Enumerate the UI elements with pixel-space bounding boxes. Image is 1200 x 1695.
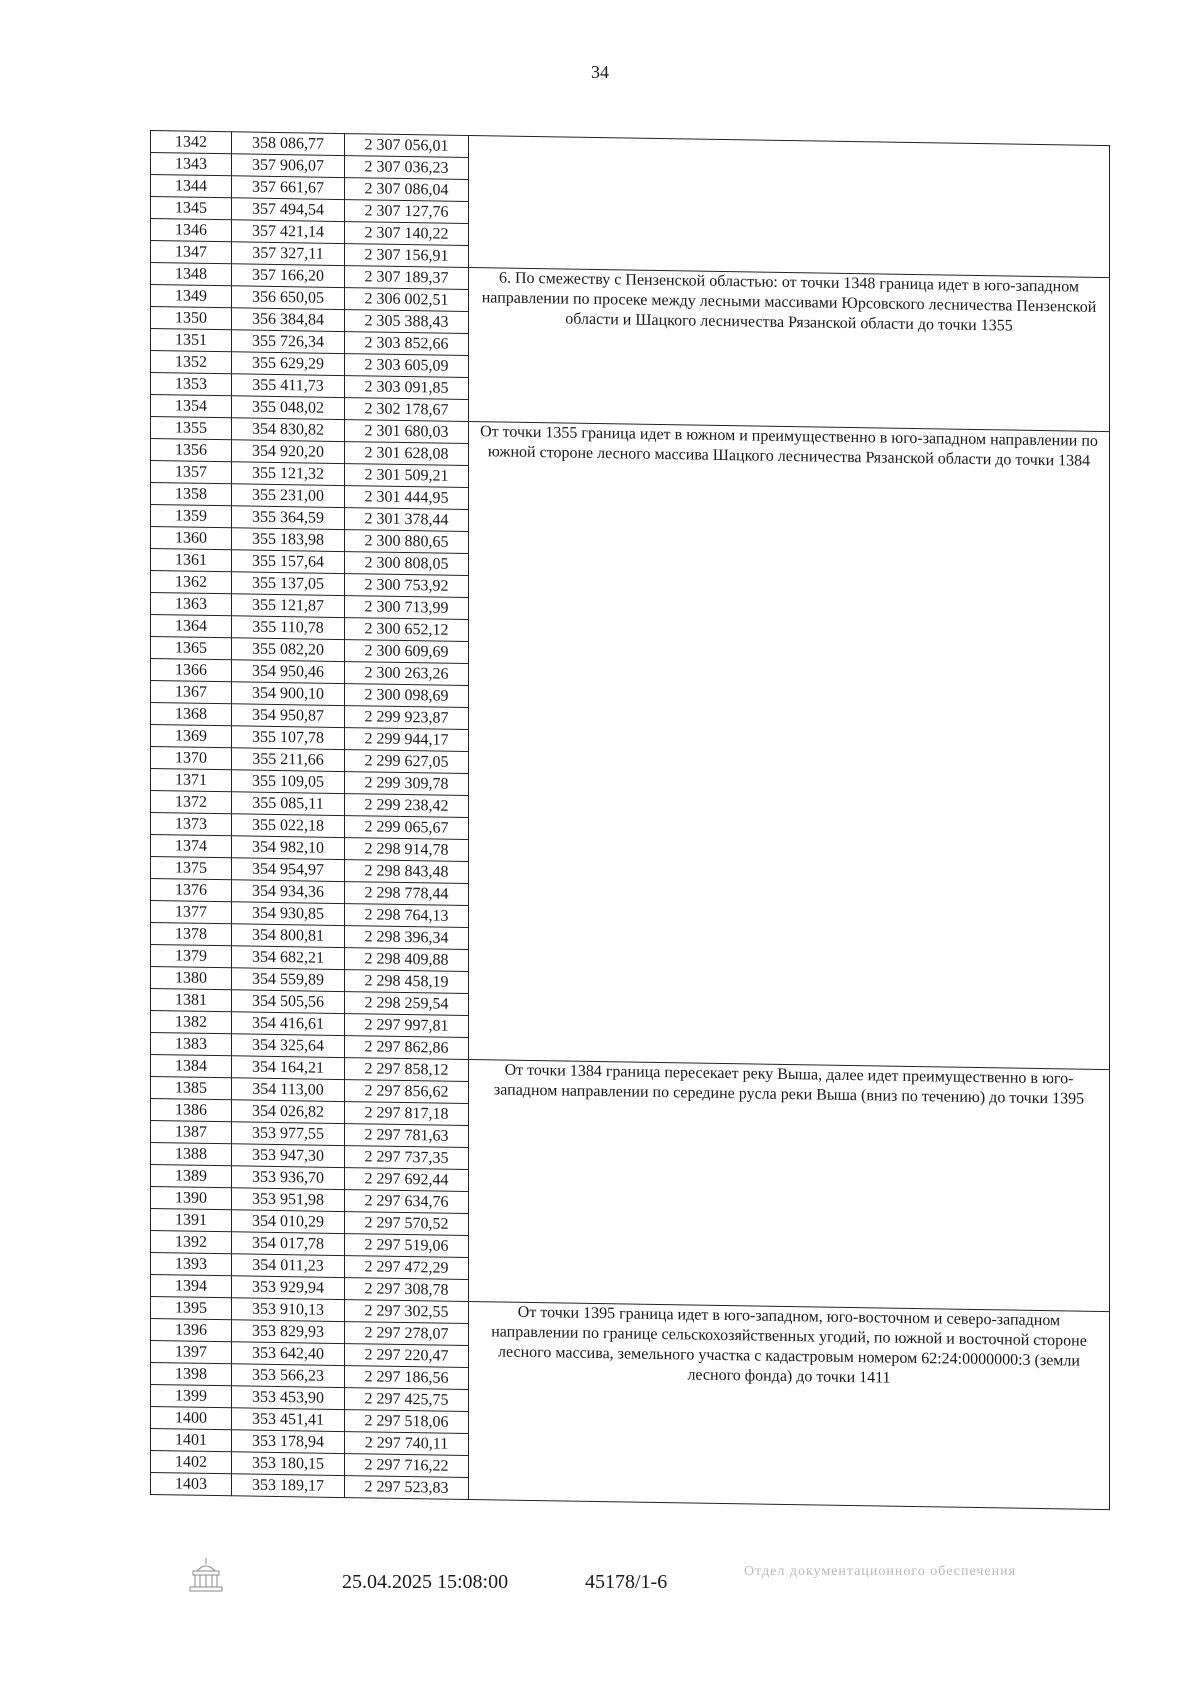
y-coordinate-cell: 2 299 627,05: [345, 750, 469, 774]
x-coordinate-cell: 353 178,94: [232, 1430, 345, 1454]
point-number-cell: 1382: [151, 1011, 232, 1034]
x-coordinate-cell: 354 900,10: [232, 682, 345, 706]
y-coordinate-cell: 2 297 862,86: [345, 1036, 469, 1060]
point-number-cell: 1365: [151, 637, 232, 660]
x-coordinate-cell: 354 950,46: [232, 660, 345, 684]
y-coordinate-cell: 2 301 628,08: [345, 442, 469, 466]
x-coordinate-cell: 355 726,34: [232, 330, 345, 354]
y-coordinate-cell: 2 300 263,26: [345, 662, 469, 686]
footer-watermark: Отдел документационного обеспечения: [743, 1564, 1017, 1579]
point-number-cell: 1362: [151, 571, 232, 594]
point-number-cell: 1398: [151, 1363, 232, 1386]
x-coordinate-cell: 353 642,40: [232, 1342, 345, 1366]
x-coordinate-cell: 354 682,21: [232, 946, 345, 970]
x-coordinate-cell: 354 325,64: [232, 1034, 345, 1058]
y-coordinate-cell: 2 297 302,55: [345, 1300, 469, 1324]
y-coordinate-cell: 2 306 002,51: [345, 288, 469, 312]
point-number-cell: 1396: [151, 1319, 232, 1342]
point-number-cell: 1369: [151, 725, 232, 748]
x-coordinate-cell: 355 137,05: [232, 572, 345, 596]
y-coordinate-cell: 2 298 409,88: [345, 948, 469, 972]
x-coordinate-cell: 353 453,90: [232, 1386, 345, 1410]
y-coordinate-cell: 2 297 997,81: [345, 1014, 469, 1038]
y-coordinate-cell: 2 307 086,04: [345, 178, 469, 202]
y-coordinate-cell: 2 297 692,44: [345, 1168, 469, 1192]
page-number: 34: [591, 62, 609, 82]
x-coordinate-cell: 355 107,78: [232, 726, 345, 750]
x-coordinate-cell: 354 416,61: [232, 1012, 345, 1036]
point-number-cell: 1393: [151, 1253, 232, 1276]
x-coordinate-cell: 353 180,15: [232, 1452, 345, 1476]
point-number-cell: 1391: [151, 1209, 232, 1232]
point-number-cell: 1384: [151, 1055, 232, 1078]
y-coordinate-cell: 2 297 186,56: [345, 1366, 469, 1390]
y-coordinate-cell: 2 305 388,43: [345, 310, 469, 334]
x-coordinate-cell: 353 910,13: [232, 1298, 345, 1322]
boundary-description-cell: От точки 1384 граница пересекает реку Выша, далее идет преимущественно в юго-западном направлении по середине русла реки Выша (вниз по течению) до точки 1395: [469, 1060, 1110, 1312]
point-number-cell: 1350: [151, 307, 232, 330]
x-coordinate-cell: 354 930,85: [232, 902, 345, 926]
x-coordinate-cell: 354 026,82: [232, 1100, 345, 1124]
x-coordinate-cell: 356 650,05: [232, 286, 345, 310]
point-number-cell: 1403: [151, 1473, 232, 1496]
y-coordinate-cell: 2 307 056,01: [345, 134, 469, 158]
point-number-cell: 1383: [151, 1033, 232, 1056]
point-number-cell: 1373: [151, 813, 232, 836]
y-coordinate-cell: 2 300 753,92: [345, 574, 469, 598]
x-coordinate-cell: 355 211,66: [232, 748, 345, 772]
x-coordinate-cell: 354 934,36: [232, 880, 345, 904]
x-coordinate-cell: 357 421,14: [232, 220, 345, 244]
boundary-description-cell: От точки 1355 граница идет в южном и преимущественно в юго-западном направлении по южной стороне лесного массива Шацкого лесничества Рязанской области до точки 1384: [469, 422, 1110, 1070]
point-number-cell: 1381: [151, 989, 232, 1012]
x-coordinate-cell: 355 110,78: [232, 616, 345, 640]
x-coordinate-cell: 356 384,84: [232, 308, 345, 332]
y-coordinate-cell: 2 301 378,44: [345, 508, 469, 532]
x-coordinate-cell: 353 936,70: [232, 1166, 345, 1190]
x-coordinate-cell: 353 566,23: [232, 1364, 345, 1388]
y-coordinate-cell: 2 297 817,18: [345, 1102, 469, 1126]
point-number-cell: 1378: [151, 923, 232, 946]
point-number-cell: 1353: [151, 373, 232, 396]
point-number-cell: 1389: [151, 1165, 232, 1188]
point-number-cell: 1347: [151, 241, 232, 264]
point-number-cell: 1364: [151, 615, 232, 638]
point-number-cell: 1343: [151, 153, 232, 176]
footer-document-number: 45178/1-6: [585, 1571, 668, 1593]
y-coordinate-cell: 2 297 781,63: [345, 1124, 469, 1148]
x-coordinate-cell: 357 906,07: [232, 154, 345, 178]
x-coordinate-cell: 354 505,56: [232, 990, 345, 1014]
boundary-description-cell: От точки 1395 граница идет в юго-западном, юго-восточном и северо-западном направлении по границе сельскохозяйственных угодий, по южной и восточной стороне лесного массива, земельного участка с кадастровым номером 62:24:0000000:3 (земли лесного фонда) до точки 1411: [469, 1302, 1110, 1510]
point-number-cell: 1390: [151, 1187, 232, 1210]
point-number-cell: 1352: [151, 351, 232, 374]
point-number-cell: 1401: [151, 1429, 232, 1452]
point-number-cell: 1402: [151, 1451, 232, 1474]
x-coordinate-cell: 355 048,02: [232, 396, 345, 420]
y-coordinate-cell: 2 297 856,62: [345, 1080, 469, 1104]
point-number-cell: 1355: [151, 417, 232, 440]
x-coordinate-cell: 354 830,82: [232, 418, 345, 442]
point-number-cell: 1363: [151, 593, 232, 616]
x-coordinate-cell: 353 947,30: [232, 1144, 345, 1168]
point-number-cell: 1392: [151, 1231, 232, 1254]
y-coordinate-cell: 2 299 065,67: [345, 816, 469, 840]
point-number-cell: 1344: [151, 175, 232, 198]
point-number-cell: 1377: [151, 901, 232, 924]
y-coordinate-cell: 2 300 652,12: [345, 618, 469, 642]
point-number-cell: 1379: [151, 945, 232, 968]
x-coordinate-cell: 353 951,98: [232, 1188, 345, 1212]
x-coordinate-cell: 353 929,94: [232, 1276, 345, 1300]
point-number-cell: 1386: [151, 1099, 232, 1122]
x-coordinate-cell: 357 166,20: [232, 264, 345, 288]
y-coordinate-cell: 2 307 036,23: [345, 156, 469, 180]
y-coordinate-cell: 2 303 852,66: [345, 332, 469, 356]
x-coordinate-cell: 355 022,18: [232, 814, 345, 838]
y-coordinate-cell: 2 298 458,19: [345, 970, 469, 994]
y-coordinate-cell: 2 300 713,99: [345, 596, 469, 620]
point-number-cell: 1361: [151, 549, 232, 572]
point-number-cell: 1349: [151, 285, 232, 308]
point-number-cell: 1372: [151, 791, 232, 814]
point-number-cell: 1388: [151, 1143, 232, 1166]
point-number-cell: 1376: [151, 879, 232, 902]
y-coordinate-cell: 2 297 278,07: [345, 1322, 469, 1346]
point-number-cell: 1375: [151, 857, 232, 880]
x-coordinate-cell: 354 017,78: [232, 1232, 345, 1256]
x-coordinate-cell: 354 113,00: [232, 1078, 345, 1102]
y-coordinate-cell: 2 299 238,42: [345, 794, 469, 818]
x-coordinate-cell: 355 629,29: [232, 352, 345, 376]
x-coordinate-cell: 353 829,93: [232, 1320, 345, 1344]
point-number-cell: 1399: [151, 1385, 232, 1408]
point-number-cell: 1359: [151, 505, 232, 528]
y-coordinate-cell: 2 307 127,76: [345, 200, 469, 224]
x-coordinate-cell: 357 661,67: [232, 176, 345, 200]
point-number-cell: 1368: [151, 703, 232, 726]
y-coordinate-cell: 2 300 880,65: [345, 530, 469, 554]
x-coordinate-cell: 354 954,97: [232, 858, 345, 882]
y-coordinate-cell: 2 307 189,37: [345, 266, 469, 290]
y-coordinate-cell: 2 297 740,11: [345, 1432, 469, 1456]
point-number-cell: 1385: [151, 1077, 232, 1100]
x-coordinate-cell: 354 950,87: [232, 704, 345, 728]
y-coordinate-cell: 2 297 425,75: [345, 1388, 469, 1412]
x-coordinate-cell: 357 327,11: [232, 242, 345, 266]
x-coordinate-cell: 353 451,41: [232, 1408, 345, 1432]
x-coordinate-cell: 355 364,59: [232, 506, 345, 530]
point-number-cell: 1397: [151, 1341, 232, 1364]
point-number-cell: 1348: [151, 263, 232, 286]
emblem-icon: [183, 1555, 229, 1595]
y-coordinate-cell: 2 299 923,87: [345, 706, 469, 730]
point-number-cell: 1360: [151, 527, 232, 550]
y-coordinate-cell: 2 300 609,69: [345, 640, 469, 664]
point-number-cell: 1367: [151, 681, 232, 704]
y-coordinate-cell: 2 303 605,09: [345, 354, 469, 378]
y-coordinate-cell: 2 297 858,12: [345, 1058, 469, 1082]
y-coordinate-cell: 2 297 737,35: [345, 1146, 469, 1170]
y-coordinate-cell: 2 298 843,48: [345, 860, 469, 884]
point-number-cell: 1351: [151, 329, 232, 352]
x-coordinate-cell: 354 800,81: [232, 924, 345, 948]
x-coordinate-cell: 354 011,23: [232, 1254, 345, 1278]
point-number-cell: 1394: [151, 1275, 232, 1298]
y-coordinate-cell: 2 301 509,21: [345, 464, 469, 488]
x-coordinate-cell: 355 085,11: [232, 792, 345, 816]
x-coordinate-cell: 354 010,29: [232, 1210, 345, 1234]
y-coordinate-cell: 2 307 156,91: [345, 244, 469, 268]
x-coordinate-cell: 354 920,20: [232, 440, 345, 464]
point-number-cell: 1371: [151, 769, 232, 792]
point-number-cell: 1358: [151, 483, 232, 506]
y-coordinate-cell: 2 297 523,83: [345, 1476, 469, 1500]
point-number-cell: 1374: [151, 835, 232, 858]
y-coordinate-cell: 2 299 944,17: [345, 728, 469, 752]
point-number-cell: 1354: [151, 395, 232, 418]
x-coordinate-cell: 354 164,21: [232, 1056, 345, 1080]
y-coordinate-cell: 2 307 140,22: [345, 222, 469, 246]
y-coordinate-cell: 2 297 570,52: [345, 1212, 469, 1236]
x-coordinate-cell: 355 183,98: [232, 528, 345, 552]
point-number-cell: 1370: [151, 747, 232, 770]
x-coordinate-cell: 354 559,89: [232, 968, 345, 992]
y-coordinate-cell: 2 303 091,85: [345, 376, 469, 400]
x-coordinate-cell: 355 411,73: [232, 374, 345, 398]
x-coordinate-cell: 353 189,17: [232, 1474, 345, 1498]
x-coordinate-cell: 353 977,55: [232, 1122, 345, 1146]
y-coordinate-cell: 2 297 308,78: [345, 1278, 469, 1302]
x-coordinate-cell: 355 082,20: [232, 638, 345, 662]
point-number-cell: 1400: [151, 1407, 232, 1430]
y-coordinate-cell: 2 300 808,05: [345, 552, 469, 576]
y-coordinate-cell: 2 298 396,34: [345, 926, 469, 950]
y-coordinate-cell: 2 301 444,95: [345, 486, 469, 510]
x-coordinate-cell: 357 494,54: [232, 198, 345, 222]
boundary-description-cell: [469, 136, 1110, 278]
point-number-cell: 1342: [151, 131, 232, 154]
point-number-cell: 1346: [151, 219, 232, 242]
point-number-cell: 1395: [151, 1297, 232, 1320]
coordinates-table-wrapper: [150, 130, 1110, 1510]
y-coordinate-cell: 2 297 518,06: [345, 1410, 469, 1434]
y-coordinate-cell: 2 299 309,78: [345, 772, 469, 796]
y-coordinate-cell: 2 298 914,78: [345, 838, 469, 862]
point-number-cell: 1345: [151, 197, 232, 220]
y-coordinate-cell: 2 298 764,13: [345, 904, 469, 928]
y-coordinate-cell: 2 297 634,76: [345, 1190, 469, 1214]
boundary-description-cell: 6. По смежеству с Пензенской областью: от точки 1348 граница идет в юго-западном направлении по просеке между лесными массивами Юрсовского лесничества Пензенской области и Шацкого лесничества Рязанской области до точки 1355: [469, 268, 1110, 432]
x-coordinate-cell: 355 157,64: [232, 550, 345, 574]
coordinates-table-body: [151, 131, 1110, 1510]
x-coordinate-cell: 358 086,77: [232, 132, 345, 156]
x-coordinate-cell: 355 231,00: [232, 484, 345, 508]
x-coordinate-cell: 355 109,05: [232, 770, 345, 794]
y-coordinate-cell: 2 298 259,54: [345, 992, 469, 1016]
y-coordinate-cell: 2 300 098,69: [345, 684, 469, 708]
y-coordinate-cell: 2 298 778,44: [345, 882, 469, 906]
y-coordinate-cell: 2 302 178,67: [345, 398, 469, 422]
y-coordinate-cell: 2 301 680,03: [345, 420, 469, 444]
point-number-cell: 1380: [151, 967, 232, 990]
footer-datetime: 25.04.2025 15:08:00: [342, 1571, 509, 1593]
coordinates-table: [150, 130, 1110, 1510]
x-coordinate-cell: 355 121,87: [232, 594, 345, 618]
x-coordinate-cell: 355 121,32: [232, 462, 345, 486]
point-number-cell: 1356: [151, 439, 232, 462]
point-number-cell: 1366: [151, 659, 232, 682]
y-coordinate-cell: 2 297 220,47: [345, 1344, 469, 1368]
y-coordinate-cell: 2 297 519,06: [345, 1234, 469, 1258]
point-number-cell: 1387: [151, 1121, 232, 1144]
y-coordinate-cell: 2 297 716,22: [345, 1454, 469, 1478]
point-number-cell: 1357: [151, 461, 232, 484]
y-coordinate-cell: 2 297 472,29: [345, 1256, 469, 1280]
x-coordinate-cell: 354 982,10: [232, 836, 345, 860]
